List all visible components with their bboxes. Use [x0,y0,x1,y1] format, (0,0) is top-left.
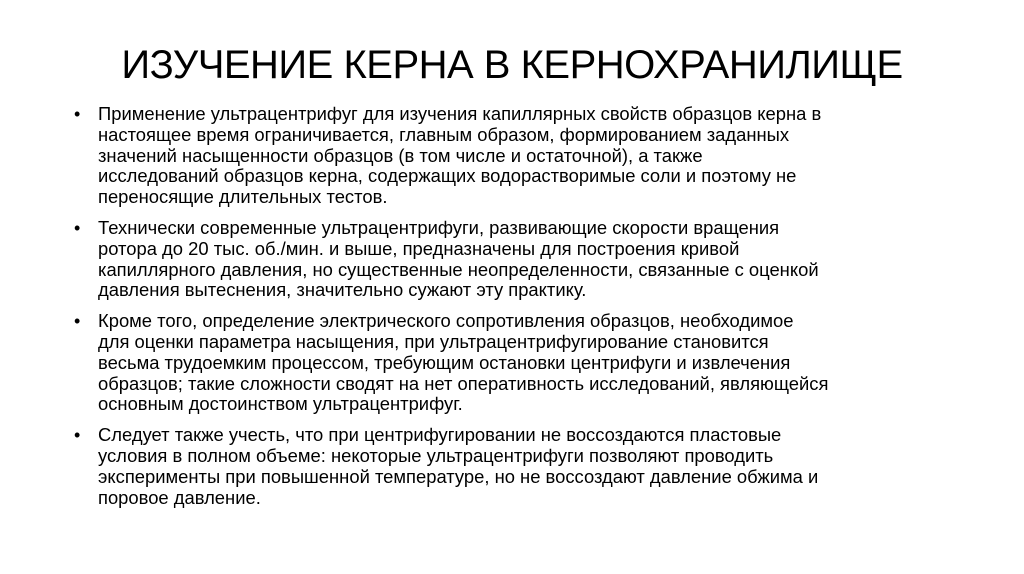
bullet-marker: • [74,425,81,446]
bullet-text: Технически современные ультрацентрифуги, развивающие скорости вращения ротора до 20 тыс. об./мин. и выше, предназначены для построения кривой капиллярного давления, но существенные неопределенности, связанные с оценкой давления вытеснения, значительно сужают эту практику. [98,216,819,301]
bullet-item-1 [72,104,972,208]
bullet-list [72,104,972,518]
bullet-marker: • [74,104,81,124]
bullet-marker: • [74,311,81,332]
bullet-marker: • [74,217,81,238]
bullet-text: Кроме того, определение электрического сопротивления образцов, необходимое для оценки параметра насыщения, при ультрацентрифугирование становится весьма трудоемким процессом, требующим остановки центрифуги и извлечения образцов; такие сложности сводят на нет оперативность исследований, являющейся основным достоинством ультрацентрифуг. [98,310,829,415]
bullet-item-4 [72,425,972,508]
bullet-text: Применение ультрацентрифуг для изучения капиллярных свойств образцов керна в настоящее время ограничивается, главным образом, формированием заданных значений насыщенности образцов (в том числе и остаточной), а также исследований образцов керна, содержащих водорастворимые соли и поэтому не переносящие длительных тестов. [98,103,822,208]
bullet-item-2 [72,218,972,301]
bullet-item-3 [72,311,972,415]
bullet-text: Следует также учесть, что при центрифугировании не воссоздаются пластовые условия в полном объеме: некоторые ультрацентрифуги позволяют проводить эксперименты при повышенной температуре, но не воссоздают давление обжима и поровое давление. [98,424,819,508]
slide-title: ИЗУЧЕНИЕ КЕРНА В КЕРНОХРАНИЛИЩЕ [121,43,903,87]
